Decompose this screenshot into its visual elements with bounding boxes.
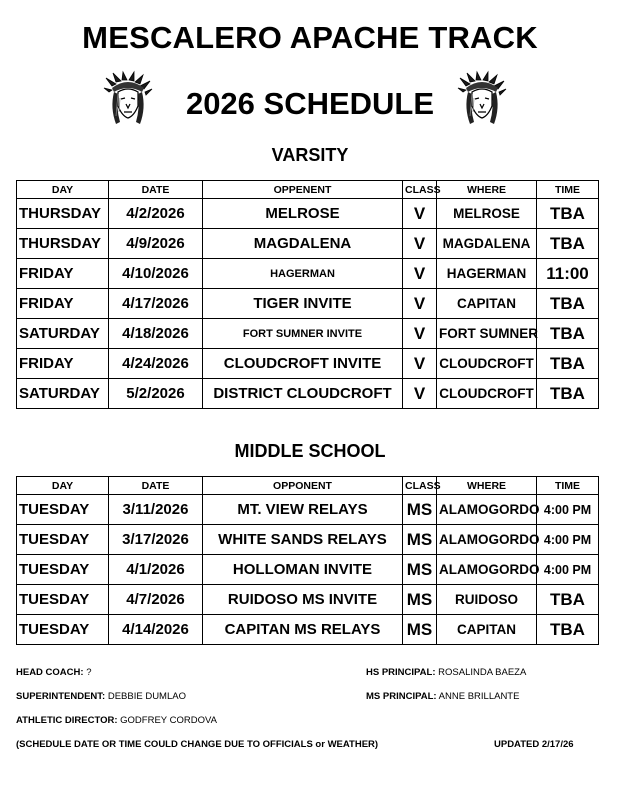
- cell-where: HAGERMAN: [437, 259, 537, 289]
- page-title: MESCALERO APACHE TRACK: [82, 20, 538, 55]
- cell-class: V: [403, 259, 437, 289]
- head-coach-label: HEAD COACH:: [16, 667, 84, 678]
- athletic-director-value: GODFREY CORDOVA: [120, 715, 217, 726]
- cell-where: RUIDOSO: [437, 585, 537, 615]
- cell-class: MS: [403, 585, 437, 615]
- head-coach-line: [16, 667, 92, 678]
- cell-opponent: MELROSE: [203, 199, 403, 229]
- column-header-opponent: OPPENENT: [203, 181, 403, 199]
- apache-headdress-icon: [458, 72, 508, 130]
- cell-day: SATURDAY: [17, 379, 109, 409]
- cell-opponent: DISTRICT CLOUDCROFT: [203, 379, 403, 409]
- column-header-class: CLASS: [403, 477, 437, 495]
- cell-where: CAPITAN: [437, 289, 537, 319]
- column-header-time: TIME: [537, 181, 599, 199]
- cell-day: THURSDAY: [17, 199, 109, 229]
- table-header-row: [17, 477, 599, 495]
- middle-school-section-title: MIDDLE SCHOOL: [234, 441, 386, 461]
- cell-where: ALAMOGORDO: [437, 555, 537, 585]
- cell-date: 4/2/2026: [109, 199, 203, 229]
- table-header-row: [17, 181, 599, 199]
- cell-class: V: [403, 379, 437, 409]
- cell-class: V: [403, 319, 437, 349]
- cell-class: V: [403, 349, 437, 379]
- cell-day: FRIDAY: [17, 259, 109, 289]
- table-row: [17, 199, 599, 229]
- column-header-opponent: OPPONENT: [203, 477, 403, 495]
- cell-day: TUESDAY: [17, 495, 109, 525]
- cell-opponent: MAGDALENA: [203, 229, 403, 259]
- cell-time: TBA: [537, 585, 599, 615]
- hs-principal-label: HS PRINCIPAL:: [366, 667, 436, 678]
- cell-date: 4/14/2026: [109, 615, 203, 645]
- cell-date: 4/9/2026: [109, 229, 203, 259]
- cell-date: 4/10/2026: [109, 259, 203, 289]
- head-coach-value: ?: [86, 667, 92, 678]
- column-header-where: WHERE: [437, 477, 537, 495]
- cell-opponent: WHITE SANDS RELAYS: [203, 525, 403, 555]
- cell-date: 4/7/2026: [109, 585, 203, 615]
- cell-class: V: [403, 199, 437, 229]
- cell-day: THURSDAY: [17, 229, 109, 259]
- cell-opponent: CLOUDCROFT INVITE: [203, 349, 403, 379]
- cell-time: 4:00 PM: [537, 525, 599, 555]
- cell-class: MS: [403, 555, 437, 585]
- cell-day: SATURDAY: [17, 319, 109, 349]
- cell-date: 5/2/2026: [109, 379, 203, 409]
- table-row: [17, 525, 599, 555]
- cell-time: 11:00: [537, 259, 599, 289]
- cell-time: TBA: [537, 615, 599, 645]
- cell-class: V: [403, 229, 437, 259]
- cell-time: TBA: [537, 379, 599, 409]
- athletic-director-line: [16, 715, 217, 726]
- cell-where: ALAMOGORDO: [437, 525, 537, 555]
- column-header-date: DATE: [109, 477, 203, 495]
- cell-time: TBA: [537, 349, 599, 379]
- cell-where: CLOUDCROFT: [437, 379, 537, 409]
- table-row: [17, 319, 599, 349]
- column-header-time: TIME: [537, 477, 599, 495]
- superintendent-line: [16, 691, 186, 702]
- varsity-schedule-table: [16, 180, 599, 409]
- table-row: [17, 289, 599, 319]
- column-header-date: DATE: [109, 181, 203, 199]
- cell-where: CAPITAN: [437, 615, 537, 645]
- cell-date: 4/18/2026: [109, 319, 203, 349]
- table-row: [17, 349, 599, 379]
- ms-principal-label: MS PRINCIPAL:: [366, 691, 437, 702]
- cell-opponent: MT. VIEW RELAYS: [203, 495, 403, 525]
- table-row: [17, 495, 599, 525]
- cell-class: V: [403, 289, 437, 319]
- cell-time: TBA: [537, 289, 599, 319]
- table-row: [17, 585, 599, 615]
- schedule-disclaimer: (SCHEDULE DATE OR TIME COULD CHANGE DUE TO OFFICIALS or WEATHER): [16, 739, 379, 750]
- cell-day: TUESDAY: [17, 585, 109, 615]
- table-row: [17, 229, 599, 259]
- cell-class: MS: [403, 615, 437, 645]
- cell-date: 3/11/2026: [109, 495, 203, 525]
- hs-principal-value: ROSALINDA BAEZA: [438, 667, 527, 678]
- table-row: [17, 615, 599, 645]
- ms-principal-line: [366, 691, 519, 702]
- athletic-director-label: ATHLETIC DIRECTOR:: [16, 715, 118, 726]
- page-subtitle: 2026 SCHEDULE: [185, 86, 435, 121]
- superintendent-label: SUPERINTENDENT:: [16, 691, 106, 702]
- cell-date: 4/17/2026: [109, 289, 203, 319]
- table-row: [17, 379, 599, 409]
- updated-date: UPDATED 2/17/26: [494, 739, 574, 750]
- hs-principal-line: [366, 667, 526, 678]
- table-row: [17, 555, 599, 585]
- cell-where: FORT SUMNER: [437, 319, 537, 349]
- cell-opponent: CAPITAN MS RELAYS: [203, 615, 403, 645]
- cell-time: TBA: [537, 319, 599, 349]
- table-row: [17, 259, 599, 289]
- cell-time: 4:00 PM: [537, 495, 599, 525]
- column-header-where: WHERE: [437, 181, 537, 199]
- cell-date: 4/1/2026: [109, 555, 203, 585]
- varsity-section-title: VARSITY: [271, 145, 349, 165]
- cell-opponent: HAGERMAN: [203, 259, 403, 289]
- cell-time: 4:00 PM: [537, 555, 599, 585]
- cell-date: 3/17/2026: [109, 525, 203, 555]
- cell-where: CLOUDCROFT: [437, 349, 537, 379]
- cell-class: MS: [403, 495, 437, 525]
- cell-date: 4/24/2026: [109, 349, 203, 379]
- cell-where: MELROSE: [437, 199, 537, 229]
- column-header-day: DAY: [17, 477, 109, 495]
- cell-opponent: TIGER INVITE: [203, 289, 403, 319]
- cell-time: TBA: [537, 229, 599, 259]
- cell-class: MS: [403, 525, 437, 555]
- cell-day: FRIDAY: [17, 349, 109, 379]
- ms-principal-value: ANNE BRILLANTE: [438, 691, 520, 702]
- middle-school-schedule-table: [16, 476, 599, 645]
- cell-opponent: RUIDOSO MS INVITE: [203, 585, 403, 615]
- cell-day: TUESDAY: [17, 525, 109, 555]
- cell-time: TBA: [537, 199, 599, 229]
- cell-where: MAGDALENA: [437, 229, 537, 259]
- cell-where: ALAMOGORDO: [437, 495, 537, 525]
- column-header-class: CLASS: [403, 181, 437, 199]
- cell-day: TUESDAY: [17, 555, 109, 585]
- superintendent-value: DEBBIE DUMLAO: [107, 691, 186, 702]
- cell-day: FRIDAY: [17, 289, 109, 319]
- column-header-day: DAY: [17, 181, 109, 199]
- cell-opponent: FORT SUMNER INVITE: [203, 319, 403, 349]
- cell-opponent: HOLLOMAN INVITE: [203, 555, 403, 585]
- cell-day: TUESDAY: [17, 615, 109, 645]
